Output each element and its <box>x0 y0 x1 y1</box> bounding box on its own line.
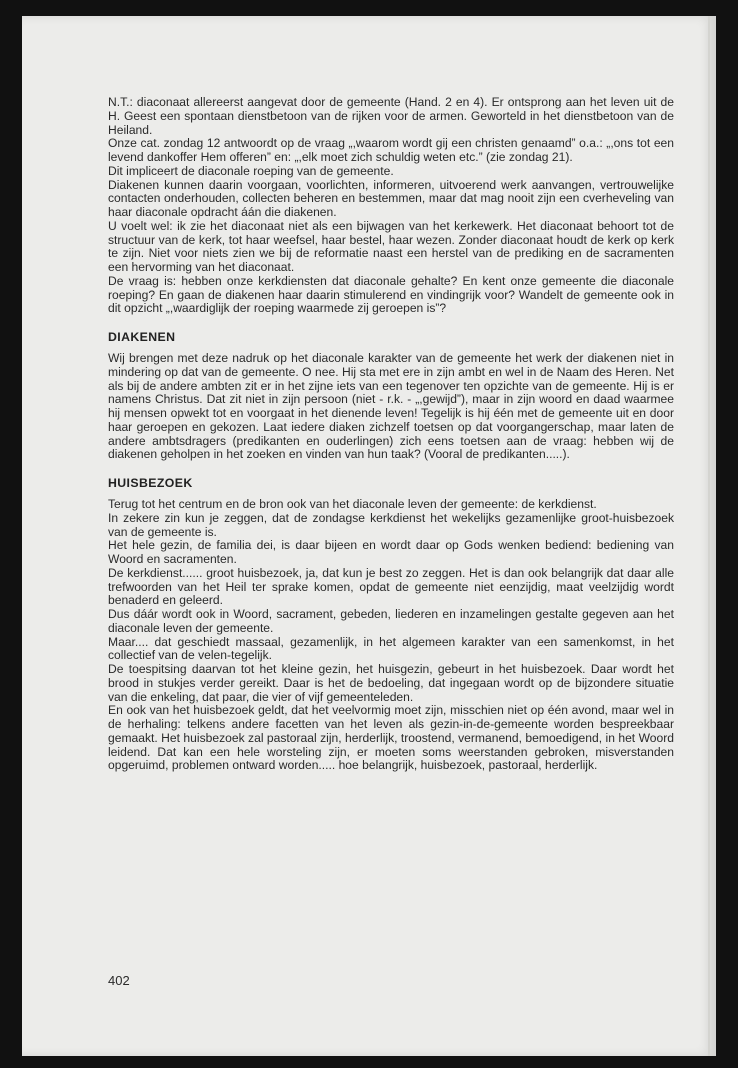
page-edge <box>708 16 710 1056</box>
page-content <box>108 96 674 773</box>
paragraph: N.T.: diaconaat allereerst aangevat door de gemeente (Hand. 2 en 4). Er ontsprong aan het leven uit de H. Geest een spontaan dienstbetoon van de rijken voor de armen. Geworteld in het dienstbetoon van de Heiland. <box>108 95 674 137</box>
section-heading-huisbezoek: HUISBEZOEK <box>108 476 193 490</box>
paragraph: Terug tot het centrum en de bron ook van het diaconale leven der gemeente: de kerkdienst. <box>108 497 597 511</box>
paragraph: In zekere zin kun je zeggen, dat de zondagse kerkdienst het wekelijks gezamenlijke groot-huisbezoek van de gemeente is. <box>108 510 674 539</box>
paragraph: U voelt wel: ik zie het diaconaat niet als een bijwagen van het kerkewerk. Het diaconaat behoort tot de structuur van de kerk, tot haar weefsel, haar bestel, haar wezen. Zonder diaconaat houdt de kerk op kerk te zijn. Niet voor niets zien we bij de reformatie naast een herstel van de prediking en de sacramenten een hervorming van het diaconaat. <box>108 218 674 274</box>
intro-section <box>108 96 674 316</box>
book-page <box>22 16 716 1056</box>
paragraph: Diakenen kunnen daarin voorgaan, voorlichten, informeren, uitvoerend werk aanvangen, vertrouwelijke contacten onderhouden, collecten beheren en bestemmen, maar dat mag nooit zijn een cverheveling van haar diaconale opdracht áán die diakenen. <box>108 177 674 219</box>
paragraph: De kerkdienst...... groot huisbezoek, ja, dat kun je best zo zeggen. Het is dan ook belangrijk dat daar alle trefwoorden van het Heil ter sprake komen, opdat de gemeente niet eenzijdig, maat veelzijdig wordt benaderd en geleerd. <box>108 565 674 608</box>
diakenen-section <box>108 330 674 462</box>
paragraph: Maar.... dat geschiedt massaal, gezamenlijk, in het algemeen karakter van een samenkomst, in het collectief van de velen-tegelijk. <box>108 634 674 663</box>
paragraph: De toespitsing daarvan tot het kleine gezin, het huisgezin, gebeurt in het huisbezoek. Daar wordt het brood in stukjes verder gereikt. Daar is het de bedoeling, dat ingegaan wordt op de bijzondere situatie van die enkeling, dat paar, die vier of vijf gemeenteleden. <box>108 662 674 704</box>
paragraph: Dus dáár wordt ook in Woord, sacrament, gebeden, liederen en inzamelingen gestalte gegeven aan het diaconale leven der gemeente. <box>108 607 674 635</box>
paragraph: De vraag is: hebben onze kerkdiensten dat diaconale gehalte? En kent onze gemeente die diaconale roeping? En gaan de diakenen haar daarin stimulerend en vindingrijk voor? Wandelt de gemeente ook in dit opzicht „,waardiglijk der roeping waarmede zij geroepen is”? <box>108 273 674 316</box>
paragraph: Het hele gezin, de familia dei, is daar bijeen en wordt daar op Gods wenken bediend: bediening van Woord en sacramenten. <box>108 538 674 566</box>
page-number: 402 <box>108 973 130 988</box>
huisbezoek-section <box>108 476 674 773</box>
paragraph: Onze cat. zondag 12 antwoordt op de vraag „,waarom wordt gij een christen genaamd” o.a.: „,ons tot een levend dankoffer Hem offeren” en: „,elk moet zich schuldig weten etc.” (zie zondag 21). <box>108 136 674 164</box>
paragraph: Dit impliceert de diaconale roeping van de gemeente. <box>108 163 394 178</box>
paragraph: En ook van het huisbezoek geldt, dat het veelvormig moet zijn, misschien niet op één avond, maar wel in de herhaling: telkens andere facetten van het leven als gezin-in-de-gemeente worden bespreekbaar gemaakt. Het huisbezoek zal pastoraal zijn, herderlijk, troostend, vermanend, bemoedigend, in het Woord leidend. Dat kan een hele worsteling zijn, er moeten soms weerstanden gebroken, misverstanden opgeruimd, problemen ontward worden..... hoe belangrijk, huisbezoek, pastoraal, herderlijk. <box>108 703 674 773</box>
section-heading-diakenen: DIAKENEN <box>108 330 176 344</box>
paragraph: Wij brengen met deze nadruk op het diaconale karakter van de gemeente het werk der diakenen niet in mindering op dat van de gemeente. O nee. Hij sta met ere in zijn ambt en wel in de Naam des Heren. Net als bij de andere ambten zit er in het zijne iets van een tegenover ten opzichte van de gemeente. Hij is er namens Christus. Dat zit niet in zijn persoon (niet - r.k. - „,gewijd”), maar in zijn woord en daad waarmee hij mensen opwekt tot en voorgaat in het dienende leven! Tegelijk is hij één met de gemeente uit en door haar geroepen en gekozen. Laat iedere diaken zichzelf toetsen op dat voorgangerschap, maar laten de andere ambtsdragers (predikanten en ouderlingen) zich eens toetsen aan de vraag: hebben wij de diakenen geholpen in het zoeken en vinden van hun taak? (Vooral de predikanten.....). <box>108 351 674 462</box>
